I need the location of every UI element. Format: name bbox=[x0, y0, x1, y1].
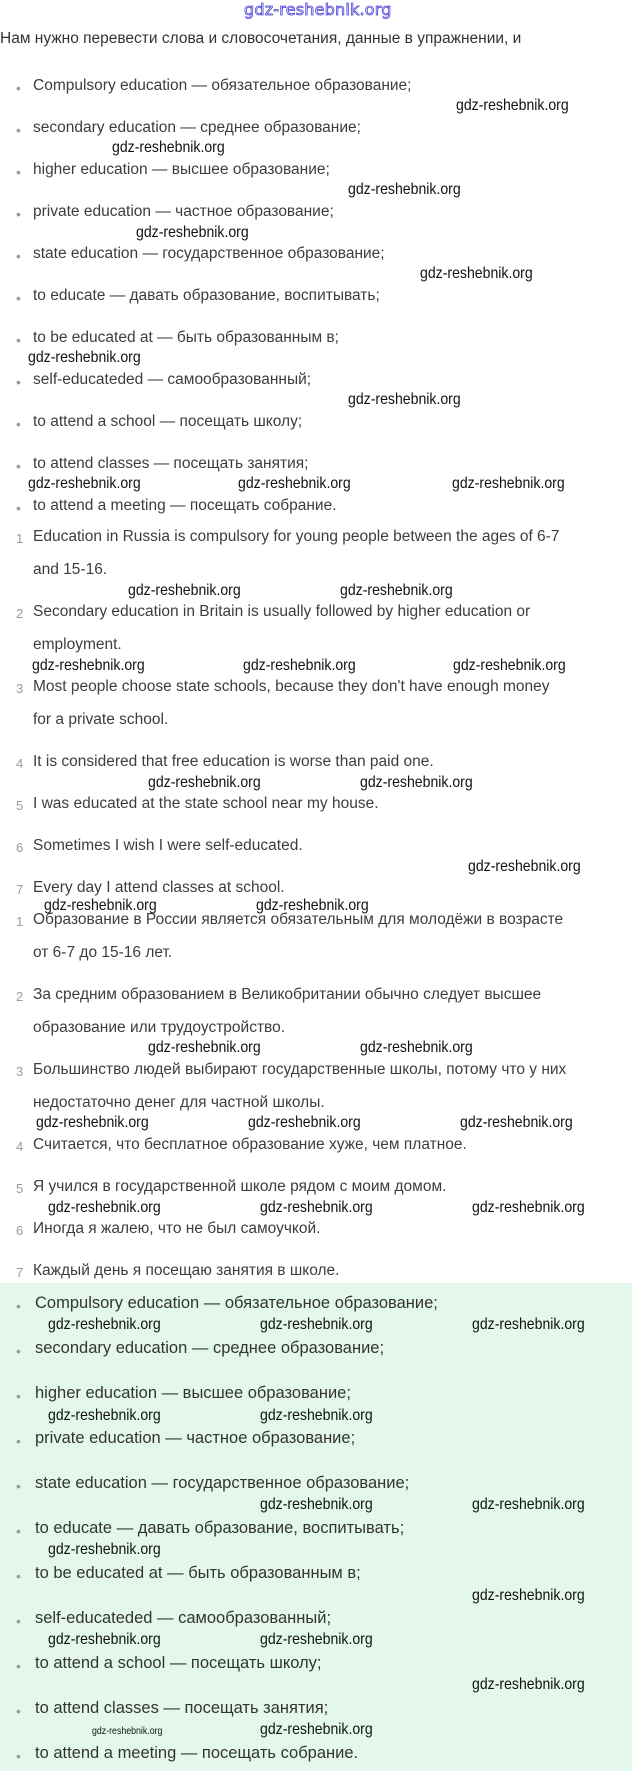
bullet-icon: • bbox=[16, 290, 21, 306]
watermark: gdz-reshebnik.org bbox=[44, 897, 157, 914]
item-number: 5 bbox=[16, 1181, 24, 1196]
vocab-item: to attend a school — посещать школу; bbox=[35, 1654, 322, 1672]
vocab-item: state education — государственное образование; bbox=[33, 245, 385, 262]
vocab-item: state education — государственное образование; bbox=[35, 1474, 410, 1492]
watermark: gdz-reshebnik.org bbox=[128, 582, 241, 599]
sentence-line: Каждый день я посещаю занятия в школе. bbox=[33, 1262, 340, 1279]
item-number: 6 bbox=[16, 1223, 24, 1238]
sentence-line: Образование в России является обязательным для молодёжи в возрасте bbox=[33, 911, 564, 928]
watermark: gdz-reshebnik.org bbox=[260, 1199, 373, 1216]
vocab-item: private education — частное образование; bbox=[33, 203, 334, 220]
watermark: gdz-reshebnik.org bbox=[28, 349, 141, 366]
watermark: gdz-reshebnik.org bbox=[420, 265, 533, 282]
sentence-line: Иногда я жалею, что не был самоучкой. bbox=[33, 1220, 321, 1237]
sentence-line: I was educated at the state school near my house. bbox=[33, 795, 379, 812]
watermark: gdz-reshebnik.org bbox=[472, 1496, 585, 1513]
sentence-line: It is considered that free education is worse than paid one. bbox=[33, 753, 434, 770]
intro-text: Нам нужно перевести слова и словосочетания, данные в упражнении, и bbox=[0, 30, 522, 47]
bullet-icon: • bbox=[16, 1658, 21, 1674]
bullet-icon: • bbox=[16, 1433, 21, 1449]
watermark: gdz-reshebnik.org bbox=[48, 1541, 161, 1558]
vocab-item: self-educateded — самообразованный; bbox=[35, 1609, 332, 1627]
watermark: gdz-reshebnik.org bbox=[260, 1496, 373, 1513]
bullet-icon: • bbox=[16, 1298, 21, 1314]
watermark: gdz-reshebnik.org bbox=[348, 391, 461, 408]
bullet-icon: • bbox=[16, 1388, 21, 1404]
vocab-item: secondary education — среднее образование; bbox=[33, 119, 361, 136]
watermark: gdz-reshebnik.org bbox=[48, 1316, 161, 1333]
sentence-line: недостаточно денег для частной школы. bbox=[33, 1094, 325, 1111]
vocab-item: private education — частное образование; bbox=[35, 1429, 356, 1447]
watermark: gdz-reshebnik.org bbox=[468, 858, 581, 875]
vocab-item: to attend a meeting — посещать собрание. bbox=[33, 497, 337, 514]
watermark: gdz-reshebnik.org bbox=[243, 657, 356, 674]
vocab-item: to attend classes — посещать занятия; bbox=[33, 455, 309, 472]
sentence-line: Every day I attend classes at school. bbox=[33, 879, 285, 896]
sentence-line: от 6-7 до 15-16 лет. bbox=[33, 944, 173, 961]
watermark: gdz-reshebnik.org bbox=[248, 1114, 361, 1131]
site-logo[interactable]: gdz-reshebnik.org bbox=[244, 0, 392, 19]
bullet-icon: • bbox=[16, 1703, 21, 1719]
watermark: gdz-reshebnik.org bbox=[260, 1407, 373, 1424]
bullet-icon: • bbox=[16, 122, 21, 138]
watermark: gdz-reshebnik.org bbox=[48, 1407, 161, 1424]
bullet-icon: • bbox=[16, 458, 21, 474]
bullet-icon: • bbox=[16, 1478, 21, 1494]
sentence-line: Считается, что бесплатное образование хуже, чем платное. bbox=[33, 1136, 467, 1153]
vocab-item: to attend classes — посещать занятия; bbox=[35, 1699, 329, 1717]
bullet-icon: • bbox=[16, 1613, 21, 1629]
vocab-item: to be educated at — быть образованным в; bbox=[33, 329, 339, 346]
watermark: gdz-reshebnik.org bbox=[472, 1676, 585, 1693]
vocab-item: Compulsory education — обязательное образование; bbox=[35, 1294, 438, 1312]
vocab-item: to be educated at — быть образованным в; bbox=[35, 1564, 361, 1582]
watermark: gdz-reshebnik.org bbox=[32, 657, 145, 674]
bullet-icon: • bbox=[16, 248, 21, 264]
sentence-line: За средним образованием в Великобритании обычно следует высшее bbox=[33, 986, 542, 1003]
watermark: gdz-reshebnik.org bbox=[148, 774, 261, 791]
watermark: gdz-reshebnik.org bbox=[472, 1199, 585, 1216]
vocab-item: Compulsory education — обязательное образование; bbox=[33, 77, 412, 94]
watermark: gdz-reshebnik.org bbox=[456, 97, 569, 114]
bullet-icon: • bbox=[16, 416, 21, 432]
bullet-icon: • bbox=[16, 206, 21, 222]
sentence-line: Sometimes I wish I were self-educated. bbox=[33, 837, 303, 854]
watermark: gdz-reshebnik.org bbox=[148, 1039, 261, 1056]
vocab-item: to attend a meeting — посещать собрание. bbox=[35, 1744, 359, 1762]
watermark: gdz-reshebnik.org bbox=[92, 1726, 163, 1737]
watermark: gdz-reshebnik.org bbox=[28, 475, 141, 492]
sentence-line: Я учился в государственной школе рядом с моим домом. bbox=[33, 1178, 447, 1195]
watermark: gdz-reshebnik.org bbox=[36, 1114, 149, 1131]
sentence-line: Большинство людей выбирают государственные школы, потому что у них bbox=[33, 1061, 567, 1078]
bullet-icon: • bbox=[16, 1523, 21, 1539]
bullet-icon: • bbox=[16, 1748, 21, 1764]
watermark: gdz-reshebnik.org bbox=[348, 181, 461, 198]
watermark: gdz-reshebnik.org bbox=[260, 1316, 373, 1333]
watermark: gdz-reshebnik.org bbox=[112, 139, 225, 156]
bullet-icon: • bbox=[16, 1568, 21, 1584]
watermark: gdz-reshebnik.org bbox=[452, 475, 565, 492]
item-number: 1 bbox=[16, 914, 24, 929]
watermark: gdz-reshebnik.org bbox=[48, 1199, 161, 1216]
watermark: gdz-reshebnik.org bbox=[260, 1631, 373, 1648]
bullet-icon: • bbox=[16, 332, 21, 348]
sentence-line: образование или трудоустройство. bbox=[33, 1019, 286, 1036]
vocab-item: higher education — высшее образование; bbox=[33, 161, 330, 178]
watermark: gdz-reshebnik.org bbox=[136, 224, 249, 241]
item-number: 6 bbox=[16, 840, 24, 855]
watermark: gdz-reshebnik.org bbox=[360, 774, 473, 791]
item-number: 1 bbox=[16, 531, 24, 546]
watermark: gdz-reshebnik.org bbox=[256, 897, 369, 914]
item-number: 3 bbox=[16, 681, 24, 696]
item-number: 2 bbox=[16, 989, 24, 1004]
item-number: 7 bbox=[16, 882, 24, 897]
vocab-item: to attend a school — посещать школу; bbox=[33, 413, 303, 430]
sentence-line: and 15-16. bbox=[33, 561, 108, 578]
watermark: gdz-reshebnik.org bbox=[48, 1631, 161, 1648]
sentence-line: for a private school. bbox=[33, 711, 169, 728]
vocab-item: to educate — давать образование, воспитывать; bbox=[33, 287, 380, 304]
item-number: 3 bbox=[16, 1064, 24, 1079]
watermark: gdz-reshebnik.org bbox=[472, 1587, 585, 1604]
watermark: gdz-reshebnik.org bbox=[360, 1039, 473, 1056]
vocab-item: higher education — высшее образование; bbox=[35, 1384, 351, 1402]
item-number: 5 bbox=[16, 798, 24, 813]
watermark: gdz-reshebnik.org bbox=[453, 657, 566, 674]
item-number: 4 bbox=[16, 1139, 24, 1154]
watermark: gdz-reshebnik.org bbox=[238, 475, 351, 492]
bullet-icon: • bbox=[16, 1343, 21, 1359]
sentence-line: employment. bbox=[33, 636, 122, 653]
sentence-line: Most people choose state schools, because they don't have enough money bbox=[33, 678, 550, 695]
watermark: gdz-reshebnik.org bbox=[460, 1114, 573, 1131]
watermark: gdz-reshebnik.org bbox=[340, 582, 453, 599]
watermark: gdz-reshebnik.org bbox=[472, 1316, 585, 1333]
vocab-item: secondary education — среднее образование; bbox=[35, 1339, 385, 1357]
bullet-icon: • bbox=[16, 80, 21, 96]
item-number: 4 bbox=[16, 756, 24, 771]
watermark: gdz-reshebnik.org bbox=[260, 1721, 373, 1738]
vocab-item: self-educateded — самообразованный; bbox=[33, 371, 312, 388]
bullet-icon: • bbox=[16, 500, 21, 516]
bullet-icon: • bbox=[16, 374, 21, 390]
sentence-line: Secondary education in Britain is usually followed by higher education or bbox=[33, 603, 531, 620]
item-number: 2 bbox=[16, 606, 24, 621]
bullet-icon: • bbox=[16, 164, 21, 180]
sentence-line: Education in Russia is compulsory for young people between the ages of 6-7 bbox=[33, 528, 560, 545]
vocab-item: to educate — давать образование, воспитывать; bbox=[35, 1519, 405, 1537]
item-number: 7 bbox=[16, 1265, 24, 1280]
